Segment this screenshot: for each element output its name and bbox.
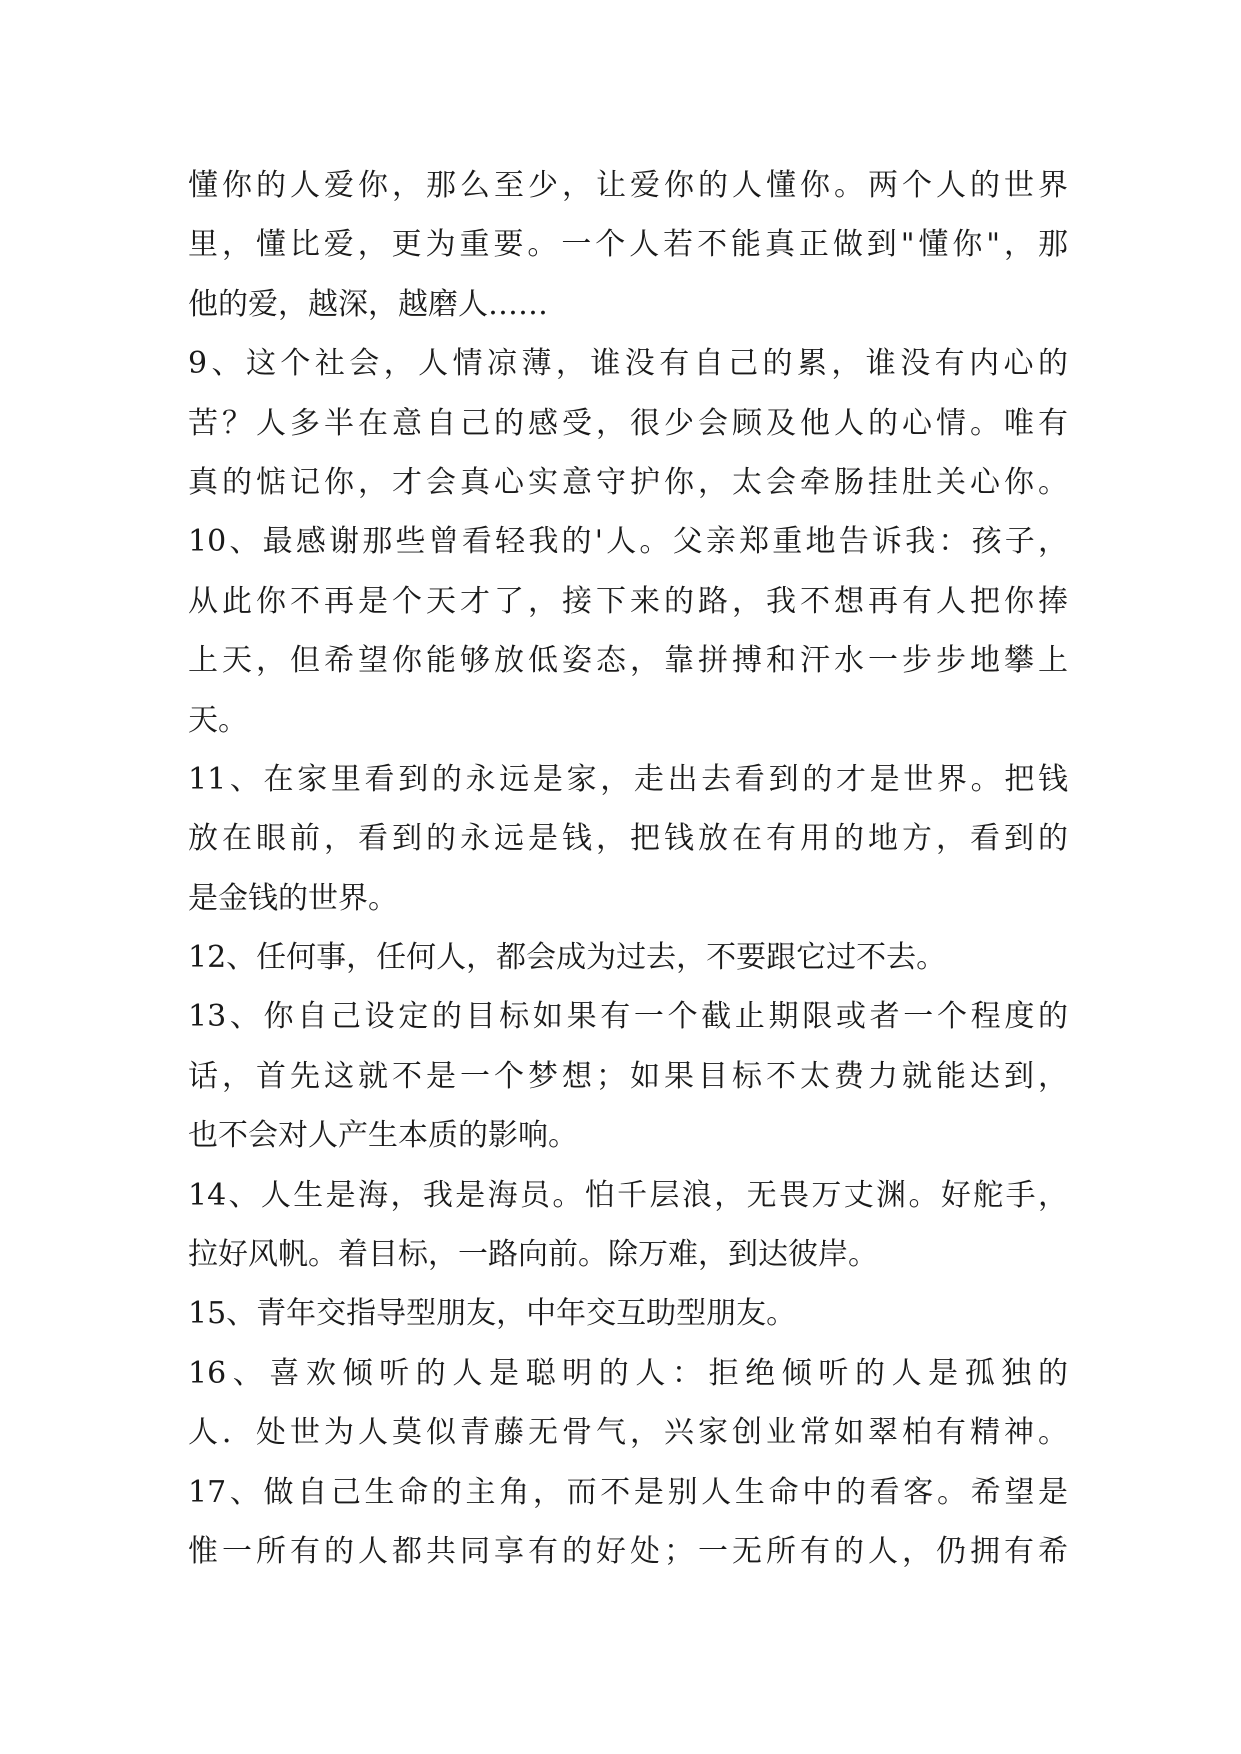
text-line: 人．处世为人莫似青藤无骨气，兴家创业常如翠柏有精神。 [188, 1415, 1068, 1451]
text-line: 话，首先这就不是一个梦想；如果目标不太费力就能达到， [188, 1058, 1068, 1094]
text-line: 从此你不再是个天才了，接下来的路，我不想再有人把你捧 [188, 583, 1068, 619]
text-line: 懂你的人爱你，那么至少，让爱你的人懂你。两个人的世界 [188, 168, 1068, 203]
text-line: 天。 [188, 702, 248, 738]
text-line: 放在眼前，看到的永远是钱，把钱放在有用的地方，看到的 [188, 821, 1068, 857]
text-line: 16、喜欢倾听的人是聪明的人：拒绝倾听的人是孤独的 [188, 1355, 1068, 1391]
text-line: 9、这个社会，人情凉薄，谁没有自己的累，谁没有内心的 [188, 346, 1068, 382]
text-line: 苦？人多半在意自己的感受，很少会顾及他人的心情。唯有 [188, 405, 1068, 441]
text-line: 里，懂比爱，更为重要。一个人若不能真正做到"懂你"，那 [188, 227, 1068, 263]
text-line: 14、人生是海，我是海员。怕千层浪，无畏万丈渊。好舵手， [188, 1177, 1068, 1213]
text-line: 12、任何事，任何人，都会成为过去，不要跟它过不去。 [188, 940, 947, 976]
text-line: 也不会对人产生本质的影响。 [188, 1118, 578, 1154]
text-line: 17、做自己生命的主角，而不是别人生命中的看客。希望是 [188, 1474, 1068, 1510]
text-line: 是金钱的世界。 [188, 880, 398, 916]
text-line: 拉好风帆。着目标，一路向前。除万难，到达彼岸。 [188, 1237, 878, 1273]
text-line: 15、青年交指导型朋友，中年交互助型朋友。 [188, 1296, 797, 1332]
text-line: 上天，但希望你能够放低姿态，靠拼搏和汗水一步步地攀上 [188, 643, 1068, 679]
text-line: 11、在家里看到的永远是家，走出去看到的才是世界。把钱 [188, 761, 1068, 797]
text-line: 惟一所有的人都共同享有的好处；一无所有的人，仍拥有希 [188, 1533, 1068, 1569]
text-line: 13、你自己设定的目标如果有一个截止期限或者一个程度的 [188, 999, 1068, 1035]
document-body [188, 156, 1068, 1581]
text-line: 他的爱，越深，越磨人…… [188, 286, 548, 322]
text-line: 真的惦记你，才会真心实意守护你，太会牵肠挂肚关心你。 [188, 464, 1068, 500]
text-line: 10、最感谢那些曾看轻我的'人。父亲郑重地告诉我：孩子， [188, 524, 1068, 560]
